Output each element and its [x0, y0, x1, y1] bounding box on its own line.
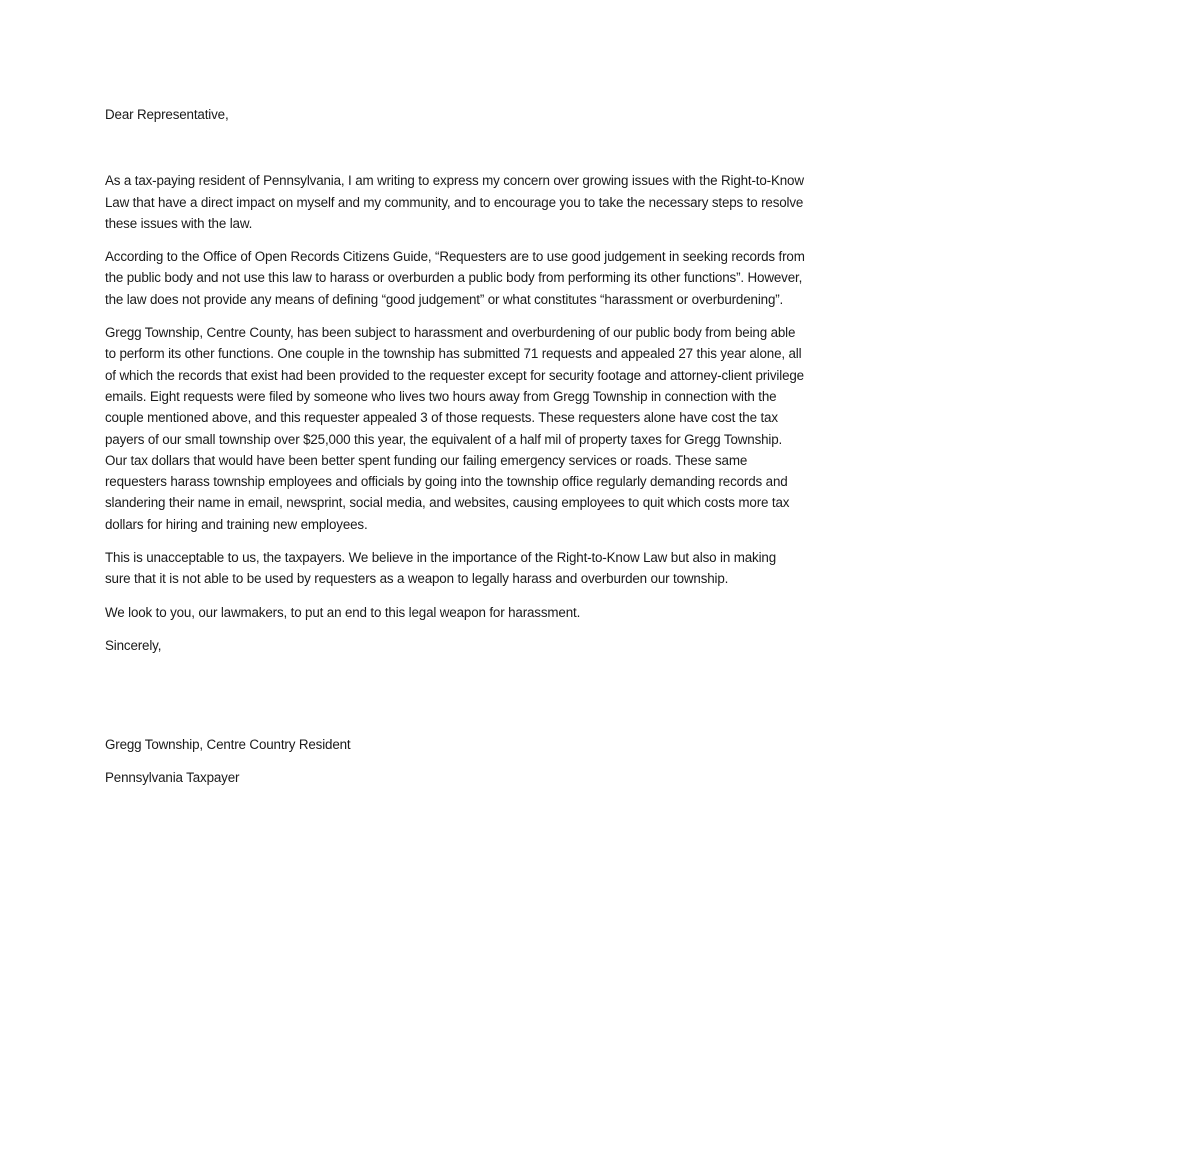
signature-line-2: Pennsylvania Taxpayer	[105, 769, 240, 785]
closing: Sincerely,	[105, 637, 162, 653]
letter-page	[105, 104, 805, 799]
signature-line-1: Gregg Township, Centre Country Resident	[105, 737, 351, 753]
paragraph-citizens-guide: According to the Office of Open Records Citizens Guide, “Requesters are to use good judgement in seeking records from the public body and not use this law to harass or overburden a public body from performing its other functions”. However, the law does not provide any means of defining “good judgement” or what constitutes “harassment or overburdening”.	[105, 249, 805, 307]
salutation: Dear Representative,	[105, 107, 229, 122]
paragraph-gregg-township: Gregg Township, Centre County, has been subject to harassment and overburdening of our public body from being able to perform its other functions. One couple in the township has submitted 71 requests and appealed 27 this year alone, all of which the records that exist had been provided to the requester except for security footage and attorney-client privilege emails. Eight requests were filed by someone who lives two hours away from Gregg Township in connection with the couple mentioned above, and this requester appealed 3 of those requests. These requesters alone have cost the tax payers of our small township over $25,000 this year, the equivalent of a half mil of property taxes for Gregg Township. Our tax dollars that would have been better spent funding our failing emergency services or roads. These same requesters harass township employees and officials by going into the township office regularly demanding records and slandering their name in email, newsprint, social media, and websites, causing employees to quit which costs more tax dollars for hiring and training new employees.	[105, 325, 804, 532]
paragraph-unacceptable: This is unacceptable to us, the taxpayers. We believe in the importance of the Right-to-Know Law but also in making sure that it is not able to be used by requesters as a weapon to legally harass and overburden our township.	[105, 550, 777, 587]
paragraph-lawmakers: We look to you, our lawmakers, to put an end to this legal weapon for harassment.	[105, 604, 581, 620]
paragraph-intro: As a tax-paying resident of Pennsylvania, I am writing to express my concern over growing issues with the Right-to-Know Law that have a direct impact on myself and my community, and to encourage you to take the necessary steps to resolve these issues with the law.	[105, 173, 804, 231]
